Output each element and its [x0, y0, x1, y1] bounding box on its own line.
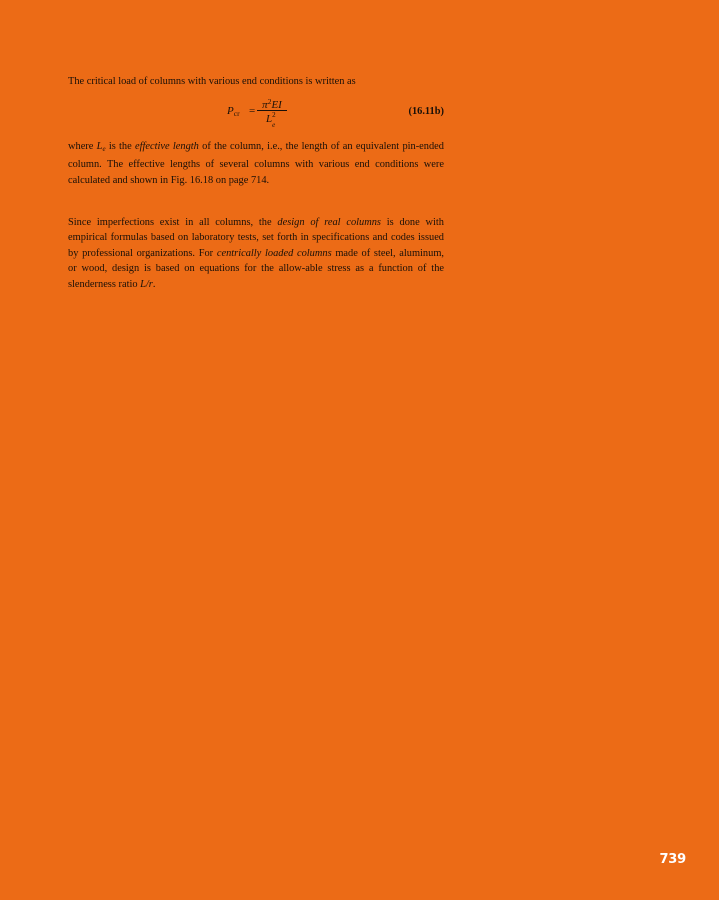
page-number: 739: [659, 852, 686, 867]
lhs-subscript: cr: [233, 109, 240, 118]
numerator-rest: EI: [271, 99, 282, 111]
equals-sign: =: [249, 105, 256, 117]
denominator-scripts: [272, 111, 278, 129]
p2-text-1: Since imperfections exist in all columns, the: [68, 217, 278, 228]
p2-emphasis-1: design of real columns: [277, 217, 381, 228]
p1-var-subscript: e: [102, 145, 106, 153]
fraction: [257, 94, 287, 128]
p1-emphasis: effective length: [135, 141, 199, 152]
equation-number: (16.11b): [408, 106, 444, 117]
numerator-exponent: 2: [267, 97, 272, 106]
denominator: [257, 113, 287, 128]
equation-16-11b: [68, 94, 444, 134]
equation-lhs: [227, 105, 240, 118]
p1-text-1: where: [68, 141, 97, 152]
p1-text-2: is the: [105, 141, 136, 152]
lhs-symbol: P: [227, 105, 234, 117]
denominator-subscript: e: [272, 121, 276, 129]
p1-var-L: L: [96, 141, 103, 152]
p2-emphasis-3: L/r: [140, 278, 153, 290]
denominator-exponent: 2: [272, 111, 276, 119]
paragraph-effective-length: [68, 139, 444, 188]
p2-text-4: .: [152, 278, 156, 290]
paragraph-design-real-columns: [68, 215, 444, 292]
intro-sentence: [68, 74, 444, 89]
denominator-symbol: L: [265, 113, 273, 125]
numerator-symbol: π: [262, 99, 268, 111]
intro-text: The critical load of columns with various end conditions is written as: [68, 76, 356, 87]
p2-text-3: made of steel, aluminum, or wood, design is based on equations for the allow-able stress as a function of the slenderness ratio: [68, 247, 445, 290]
p2-text-2: is done with empirical formulas based on laboratory tests, set forth in specifications and codes issued by professional organizations. For: [68, 217, 444, 259]
numerator: [257, 94, 287, 109]
p1-text-3: of the column, i.e., the length of an equivalent pin-ended column. The effective lengths of several columns with various end conditions were calculated and shown in Fig. 16.18 on page 714.: [68, 141, 444, 186]
p2-emphasis-2: centrically loaded columns: [216, 247, 332, 259]
